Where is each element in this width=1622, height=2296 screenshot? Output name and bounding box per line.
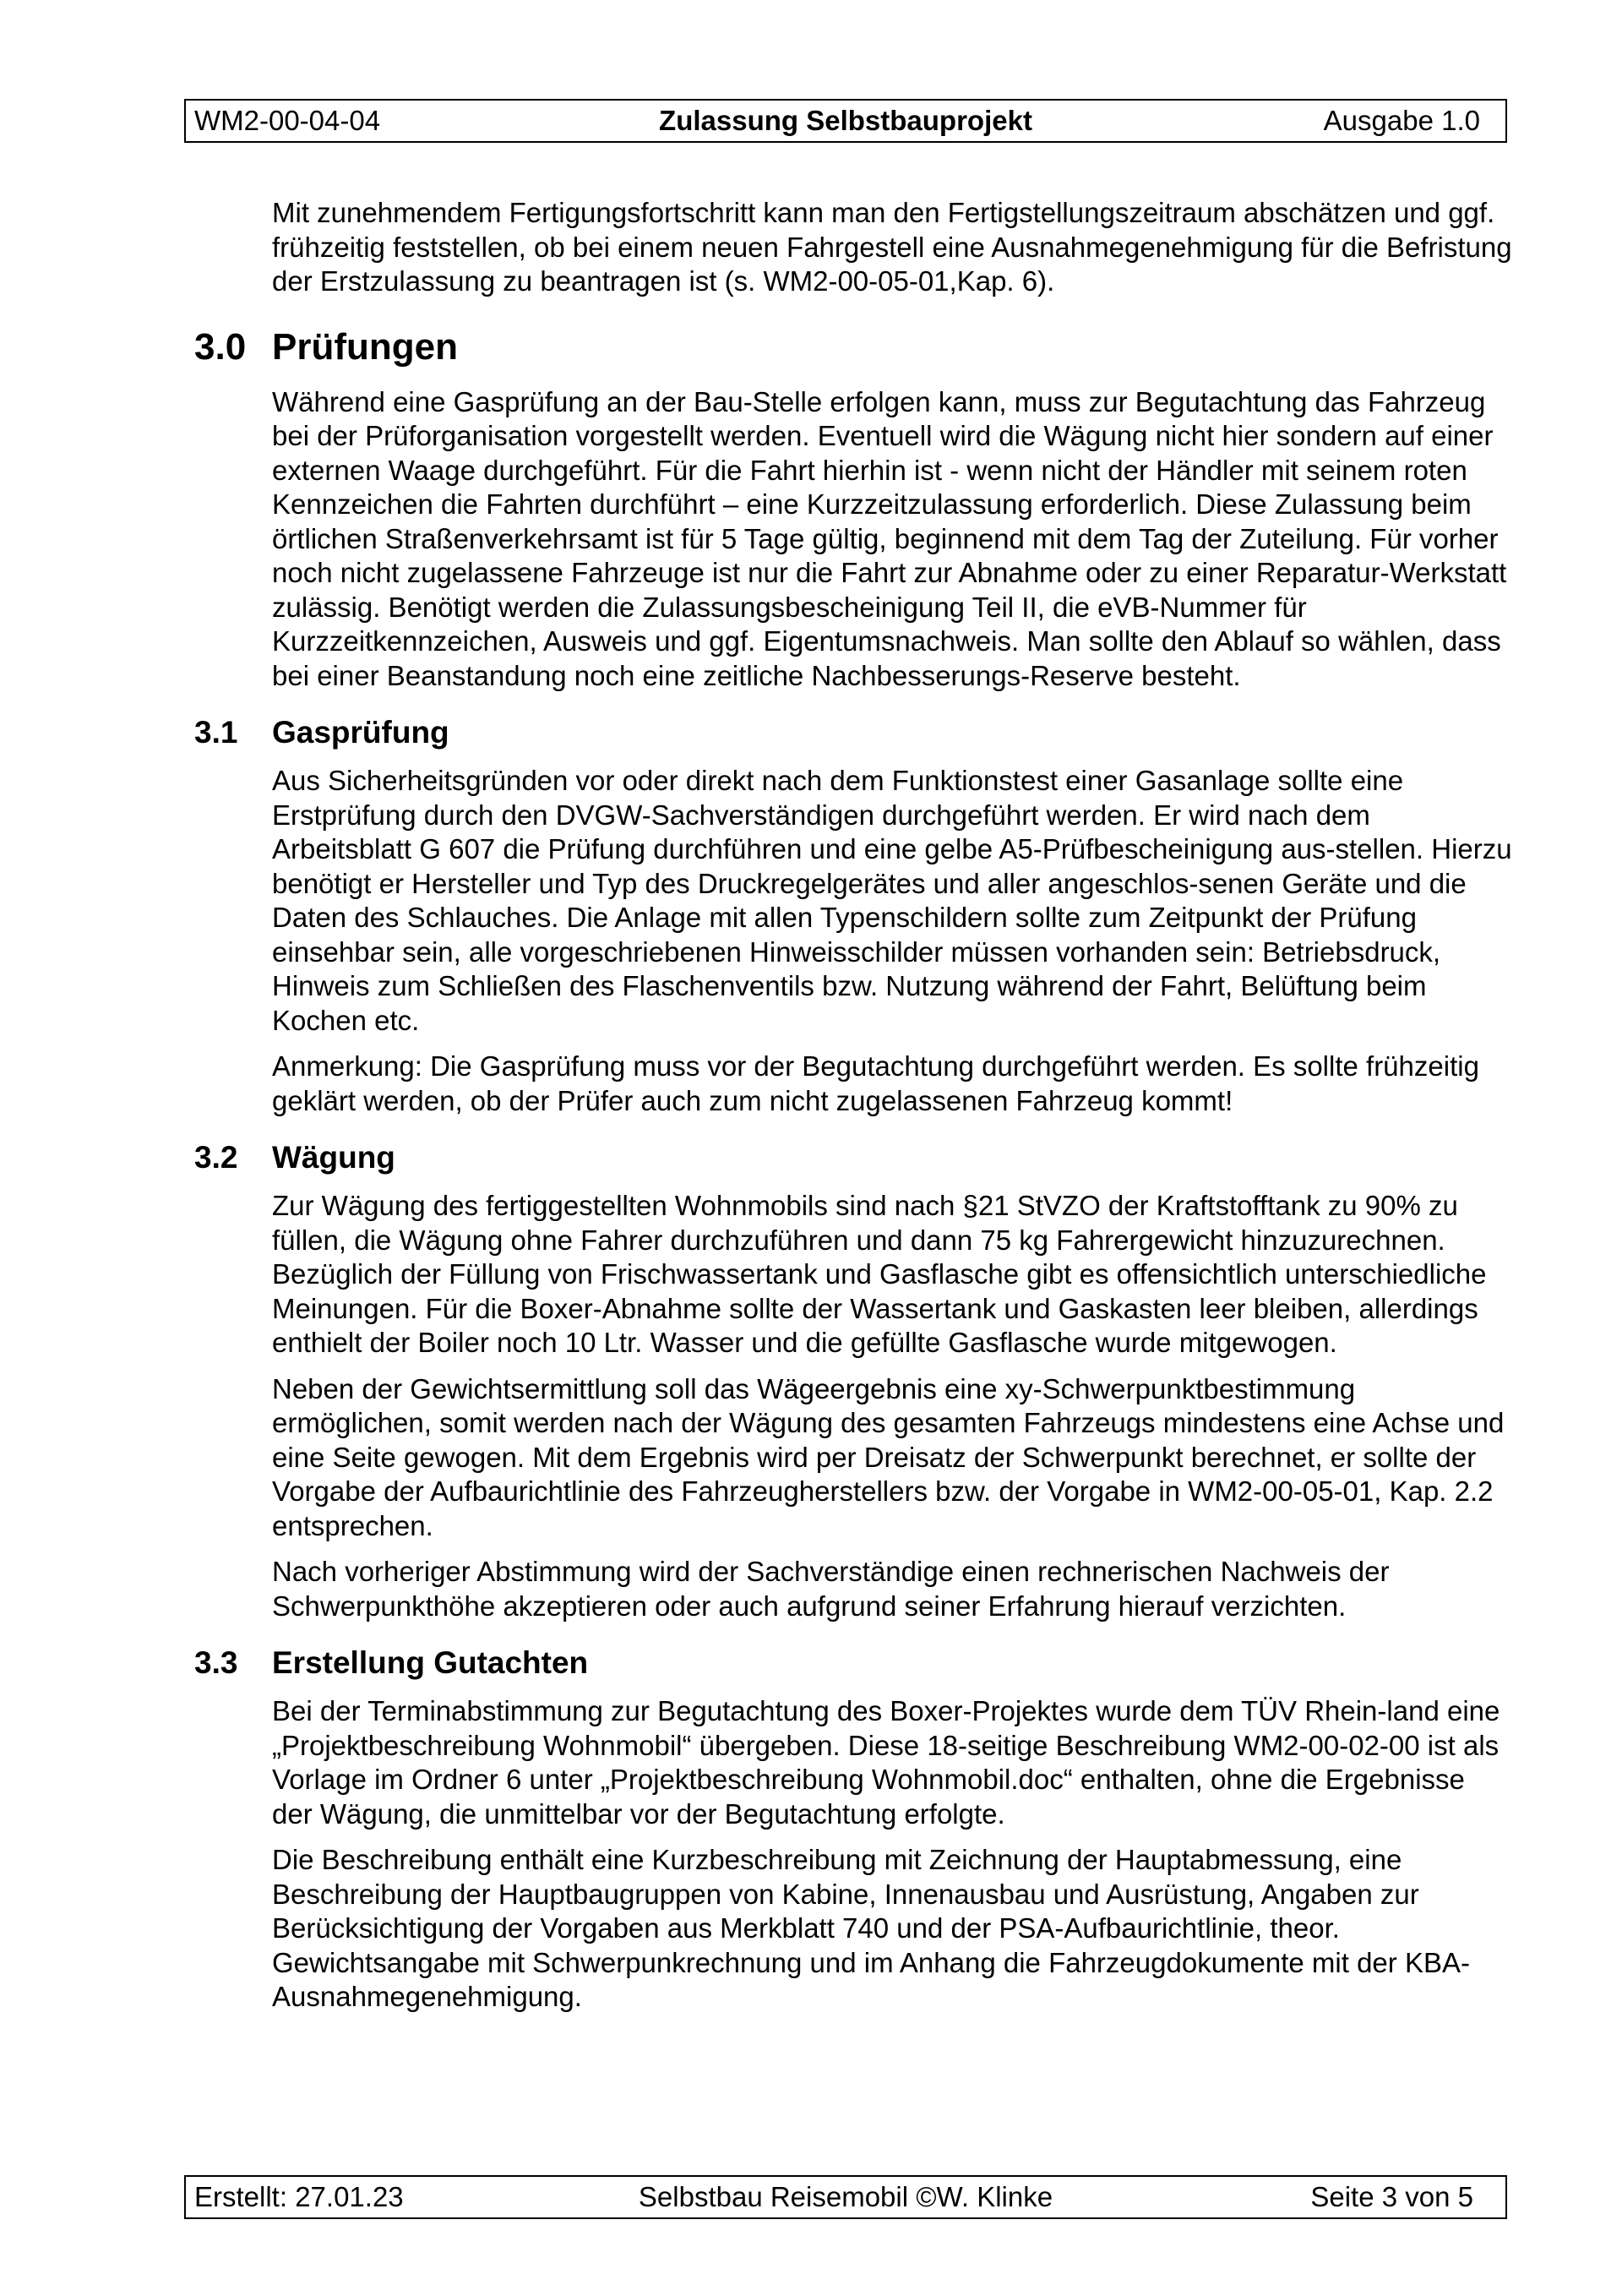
section-heading-3-2 [194, 1140, 1512, 1175]
section-number: 3.2 [194, 1140, 238, 1175]
page-footer [184, 2175, 1507, 2219]
paragraph: Neben der Gewichtsermittlung soll das Wägeergebnis eine xy-Schwerpunktbestimmung ermöglichen, somit werden nach der Wägung des gesamten Fahrzeugs mindestens eine Achse und eine Seite gewogen. Mit dem Ergebnis wird per Dreisatz der Schwerpunkt berechnet, er sollte der Vorgabe der Aufbaurichtlinie des Fahrzeugherstellers bzw. der Vorgabe in WM2-00-05-01, Kap. 2.2 entsprechen. [272, 1372, 1505, 1541]
page-number: Seite 3 von 5 [1310, 2181, 1473, 2212]
section-title: Gasprüfung [272, 715, 449, 750]
section-title: Erstellung Gutachten [272, 1645, 589, 1680]
paragraph: Aus Sicherheitsgründen vor oder direkt nach dem Funktionstest einer Gasanlage sollte eine Erstprüfung durch den DVGW-Sachverständigen durchgeführt werden. Er wird nach dem Arbeitsblatt G 607 die Prüfung durchführen und eine gelbe A5-Prüfbescheinigung aus-stellen. Hierzu benötigt er Hersteller und Typ des Druckregelgerätes und aller angeschlos-senen Geräte und die Daten des Schlauches. Die Anlage mit allen Typenschildern sollte zum Zeitpunkt der Prüfung einsehbar sein, alle vorgeschriebenen Hinweisschilder müssen vorhanden sein: Betriebsdruck, Hinweis zum Schließen des Flaschenventils bzw. Nutzung während der Fahrt, Belüftung beim Kochen etc. [272, 765, 1512, 1036]
doc-id: WM2-00-04-04 [194, 105, 381, 136]
section-heading-3-3 [194, 1645, 1512, 1681]
paragraph: Während eine Gasprüfung an der Bau-Stelle erfolgen kann, muss zur Begutachtung das Fahrzeug bei der Prüforganisation vorgestellt werden. Eventuell wird die Wägung nicht hier sondern auf einer externen Waage durchgeführt. Für die Fahrt hierhin ist - wenn nicht der Händler mit seinem roten Kennzeichen die Fahrten durchführt – eine Kurzzeitzulassung erforderlich. Diese Zulassung beim örtlichen Straßenverkehrsamt ist für 5 Tage gültig, beginnend mit dem Tag der Zuteilung. Für vorher noch nicht zugelassene Fahrzeuge ist nur die Fahrt zur Abnahme oder zu einer Reparatur-Werkstatt zulässig. Benötigt werden die Zulassungsbescheinigung Teil II, die eVB-Nummer für Kurzzeitkennzeichen, Ausweis und ggf. Eigentumsnachweis. Man sollte den Ablauf so wählen, dass bei einer Beanstandung noch eine zeitliche Nachbesserungs-Reserve besteht. [272, 385, 1507, 691]
section-heading-3-0 [194, 326, 1512, 368]
created-date: Erstellt: 27.01.23 [194, 2181, 404, 2212]
section-number: 3.3 [194, 1645, 238, 1680]
paragraph: Die Beschreibung enthält eine Kurzbeschreibung mit Zeichnung der Hauptabmessung, eine Beschreibung der Hauptbaugruppen von Kabine, Innenausbau und Ausrüstung, Angaben zur Berücksichtigung der Vorgaben aus Merkblatt 740 und der PSA-Aufbaurichtlinie, theor. Gewichtsangabe mit Schwerpunkrechnung und im Anhang die Fahrzeugdokumente mit der KBA-Ausnahmegenehmigung. [272, 1844, 1470, 2012]
document-body [194, 196, 1512, 2026]
doc-edition: Ausgabe 1.0 [1323, 105, 1480, 136]
project-copyright: Selbstbau Reisemobil ©W. Klinke [638, 2181, 1053, 2212]
section-title: Prüfungen [272, 325, 458, 368]
doc-title: Zulassung Selbstbauprojekt [659, 105, 1032, 136]
section-number: 3.0 [194, 325, 247, 368]
paragraph: Nach vorheriger Abstimmung wird der Sachverständige einen rechnerischen Nachweis der Schwerpunkthöhe akzeptieren oder auch aufgrund seiner Erfahrung hierauf verzichten. [272, 1556, 1390, 1622]
paragraph: Zur Wägung des fertiggestellten Wohnmobils sind nach §21 StVZO der Kraftstofftank zu 90% zu füllen, die Wägung ohne Fahrer durchzuführen und dann 75 kg Fahrergewicht hinzuzurechnen. Bezüglich der Füllung von Frischwassertank und Gasflasche gibt es offensichtlich unterschiedliche Meinungen. Für die Boxer-Abnahme sollte der Wassertank und Gaskasten leer bleiben, allerdings enthielt der Boiler noch 10 Ltr. Wasser und die gefüllte Gasflasche wurde mitgewogen. [272, 1190, 1487, 1358]
page-header [184, 99, 1507, 143]
paragraph: Anmerkung: Die Gasprüfung muss vor der Begutachtung durchgeführt werden. Es sollte frühzeitig geklärt werden, ob der Prüfer auch zum nicht zugelassenen Fahrzeug kommt! [272, 1050, 1479, 1116]
section-title: Wägung [272, 1140, 395, 1175]
section-heading-3-1 [194, 715, 1512, 750]
section-number: 3.1 [194, 715, 238, 750]
intro-paragraph: Mit zunehmendem Fertigungsfortschritt kann man den Fertigstellungszeitraum abschätzen und ggf. frühzeitig feststellen, ob bei einem neuen Fahrgestell eine Ausnahmegenehmigung für die Befristung der Erstzulassung zu beantragen ist (s. WM2-00-05-01,Kap. 6). [272, 197, 1512, 297]
paragraph: Bei der Terminabstimmung zur Begutachtung des Boxer-Projektes wurde dem TÜV Rhein-land eine „Projektbeschreibung Wohnmobil“ übergeben. Diese 18-seitige Beschreibung WM2-00-02-00 ist als Vorlage im Ordner 6 unter „Projektbeschreibung Wohnmobil.doc“ enthalten, ohne die Ergebnisse der Wägung, die unmittelbar vor der Begutachtung erfolgte. [272, 1695, 1500, 1830]
